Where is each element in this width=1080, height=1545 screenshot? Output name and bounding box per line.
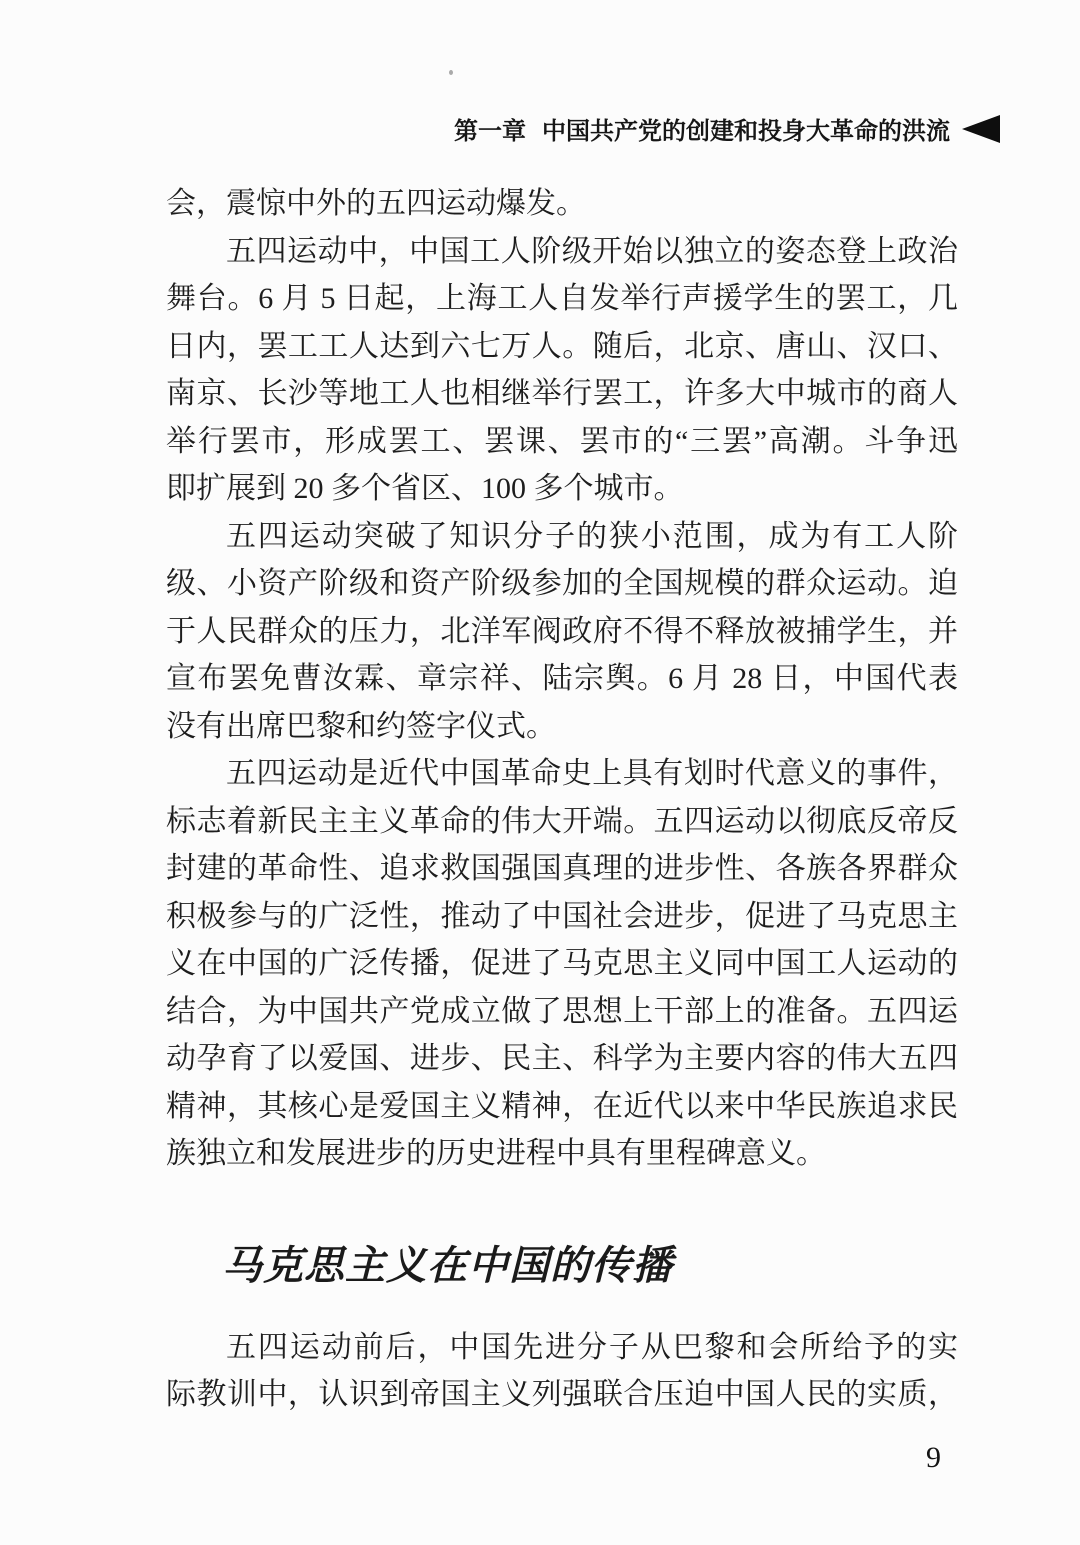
text-line: 宣布罢免曹汝霖、章宗祥、陆宗舆。6 月 28 日，中国代表 (166, 662, 958, 695)
text-line: 封建的革命性、追求救国强国真理的进步性、各族各界群众 (166, 852, 958, 885)
paragraph (166, 180, 958, 228)
chapter-number: 第一章 (454, 118, 526, 145)
scan-speck (449, 70, 453, 75)
text-line: 五四运动是近代中国革命史上具有划时代意义的事件， (226, 757, 958, 790)
paragraph (166, 1324, 958, 1419)
page-body (166, 180, 958, 1419)
chapter-title: 中国共产党的创建和投身大革命的洪流 (542, 118, 950, 145)
paragraphs-before-heading (166, 180, 958, 1178)
text-line: 会，震惊中外的五四运动爆发。 (166, 187, 586, 220)
paragraph (166, 513, 958, 751)
text-line: 日内，罢工工人达到六七万人。随后，北京、唐山、汉口、 (166, 329, 958, 363)
text-line: 标志着新民主主义革命的伟大开端。五四运动以彻底反帝反 (166, 804, 958, 838)
text-line: 际教训中，认识到帝国主义列强联合压迫中国人民的实质， (166, 1378, 958, 1411)
text-line: 五四运动中，中国工人阶级开始以独立的姿态登上政治 (226, 234, 958, 268)
text-line: 五四运动突破了知识分子的狭小范围，成为有工人阶 (226, 519, 958, 553)
text-line: 积极参与的广泛性，推动了中国社会进步，促进了马克思主 (166, 899, 958, 933)
text-line: 南京、长沙等地工人也相继举行罢工，许多大中城市的商人 (166, 377, 958, 410)
text-line: 精神，其核心是爱国主义精神，在近代以来中华民族追求民 (166, 1089, 958, 1123)
text-line: 级、小资产阶级和资产阶级参加的全国规模的群众运动。迫 (166, 567, 958, 600)
text-line: 五四运动前后，中国先进分子从巴黎和会所给予的实 (226, 1330, 958, 1364)
running-header (454, 111, 1000, 146)
text-line: 结合，为中国共产党成立做了思想上干部上的准备。五四运 (166, 994, 958, 1028)
text-line: 举行罢市，形成罢工、罢课、罢市的“三罢”高潮。斗争迅 (166, 424, 958, 458)
text-line: 族独立和发展进步的历史进程中具有里程碑意义。 (166, 1137, 826, 1170)
text-line: 舞台。6 月 5 日起，上海工人自发举行声援学生的罢工，几 (166, 282, 958, 315)
paragraph (166, 750, 958, 1178)
left-triangle-icon (962, 115, 1000, 143)
text-line: 即扩展到 20 多个省区、100 多个城市。 (166, 472, 684, 505)
text-line: 没有出席巴黎和约签字仪式。 (166, 709, 556, 743)
text-line: 义在中国的广泛传播，促进了马克思主义同中国工人运动的 (166, 947, 958, 980)
text-line: 于人民群众的压力，北洋军阀政府不得不释放被捕学生，并 (166, 614, 958, 648)
paragraphs-after-heading (166, 1324, 958, 1419)
paragraph (166, 228, 958, 513)
text-line: 动孕育了以爱国、进步、民主、科学为主要内容的伟大五四 (166, 1042, 958, 1075)
section-heading: 马克思主义在中国的传播 (222, 1242, 673, 1288)
page-number: 9 (926, 1441, 941, 1474)
